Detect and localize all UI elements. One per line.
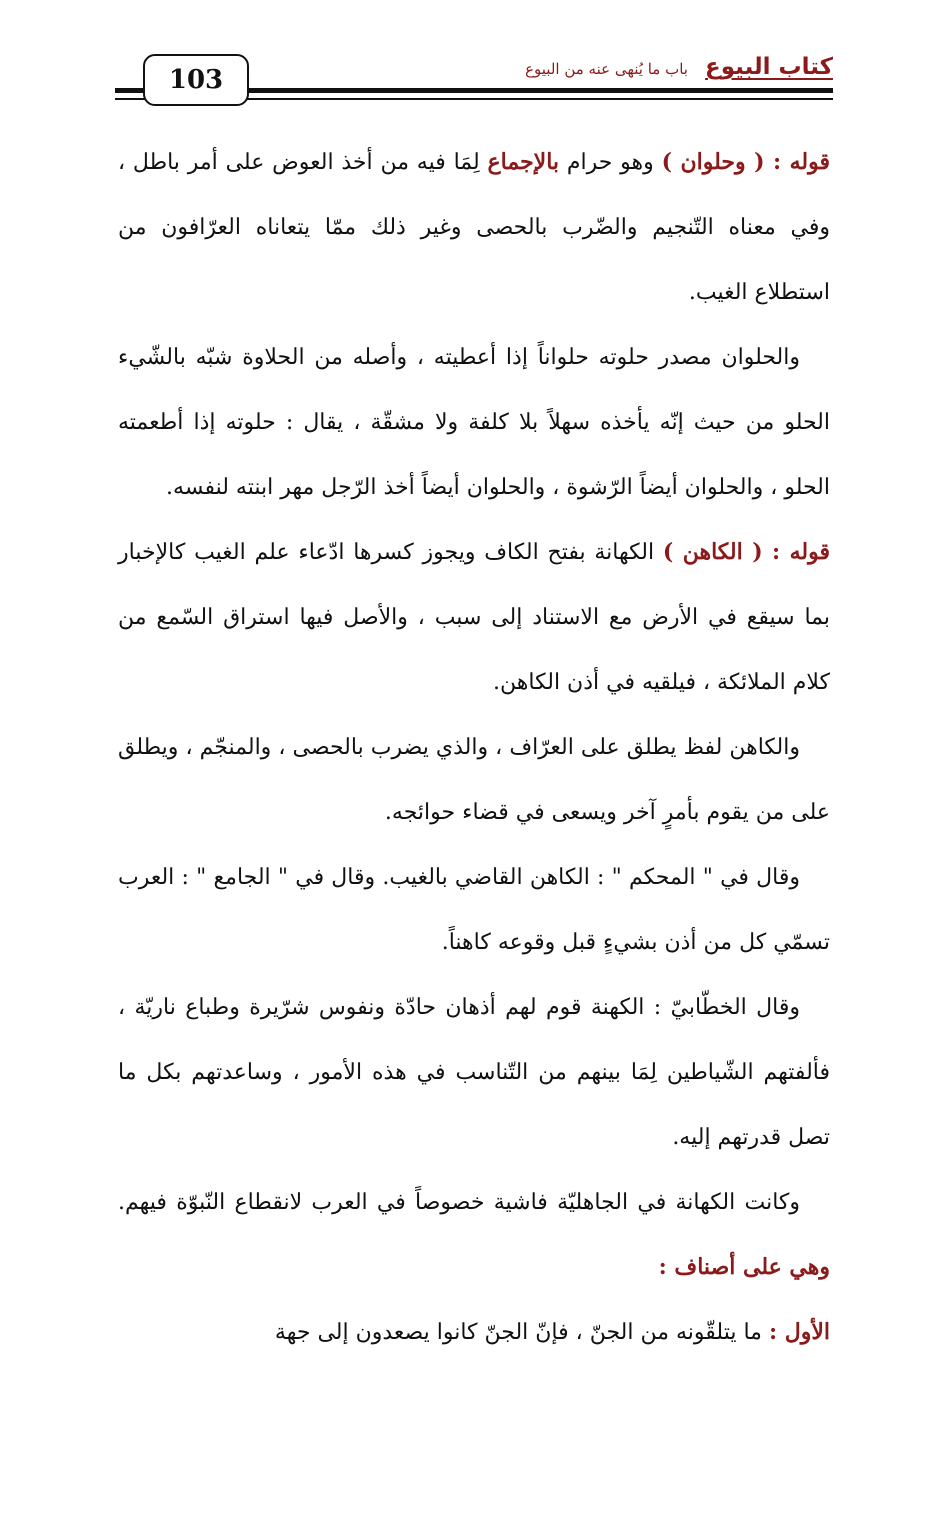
paragraph-muhkam-jami [118,845,830,975]
highlight-ijma: بالإجماع [487,149,560,175]
page-body [118,130,830,1365]
paragraph-kahin-usage [118,715,830,845]
paragraph-hulwan-definition [118,325,830,520]
book-title: كتاب البيوع [705,54,833,80]
paragraph-text: ما يتلقّونه من الجنّ ، فإنّ الجنّ كانوا يصعدون إلى جهة [274,1320,769,1345]
paragraph-text: الكهانة بفتح الكاف ويجوز كسرها ادّعاء علم الغيب كالإخبار بما سيقع في الأرض مع الاستناد إلى سبب ، والأصل فيها استراق السّمع من كلام الملائكة ، فيلقيه في أذن الكاهن. [118,540,830,695]
page-number-box [143,54,249,106]
paragraph-hulwan [118,130,830,325]
chapter-title: باب ما يُنهى عنه من البيوع [525,60,688,78]
keyword-first: الأول : [768,1319,830,1345]
paragraph-jahiliyya [118,1170,830,1300]
paragraph-text: وقال في " المحكم " : الكاهن القاضي بالغيب. وقال في " الجامع " : العرب تسمّي كل من أذن بشيءٍ قبل وقوعه كاهناً. [118,865,830,955]
paragraph-text: والحلوان مصدر حلوته حلواناً إذا أعطيته ، وأصله من الحلاوة شبّه بالشّيء الحلو من حيث إنّه يأخذه سهلاً بلا كلفة ولا مشقّة ، يقال : حلوته إذا أطعمته الحلو ، والحلوان أيضاً الرّشوة ، والحلوان أيضاً أخذ الرّجل مهر ابنته لنفسه. [118,345,830,500]
page-number: 103 [168,65,224,95]
keyword-kahin: قوله : ( الكاهن ) [662,539,830,565]
highlight-types: وهي على أصناف : [658,1254,830,1280]
header-titles [525,54,833,80]
page-header [115,48,833,108]
paragraph-text: وكانت الكهانة في الجاهليّة فاشية خصوصاً في العرب لانقطاع النّبوّة فيهم. [118,1190,800,1215]
paragraph-first-type [118,1300,830,1365]
paragraph-kahin [118,520,830,715]
paragraph-text: وقال الخطّابيّ : الكهنة قوم لهم أذهان حادّة ونفوس شرّيرة وطباع ناريّة ، فألفتهم الشّياطين لِمَا بينهم من التّناسب في هذه الأمور ، وساعدتهم بكل ما تصل قدرتهم إليه. [118,995,830,1150]
paragraph-khattabi [118,975,830,1170]
paragraph-text: لِمَا فيه من أخذ العوض على أمر باطل ، وفي معناه التّنجيم والضّرب بالحصى وغير ذلك ممّا يتعاناه العرّافون من استطلاع الغيب. [118,150,830,305]
paragraph-text: والكاهن لفظ يطلق على العرّاف ، والذي يضرب بالحصى ، والمنجّم ، ويطلق على من يقوم بأمرٍ آخر ويسعى في قضاء حوائجه. [118,735,830,825]
paragraph-text: وهو حرام [559,150,662,175]
keyword-hulwan: قوله : ( وحلوان ) [661,149,830,175]
